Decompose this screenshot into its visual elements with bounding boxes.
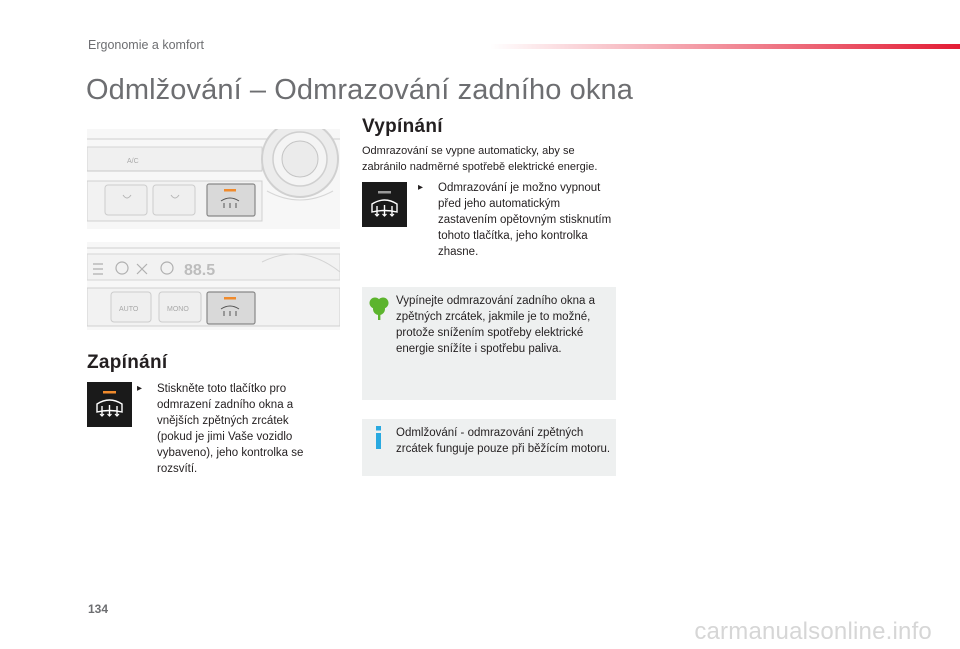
bullet-switch-off	[418, 180, 613, 260]
heading-switch-on: Zapínání	[87, 352, 168, 373]
arrow-square-bullet-icon: ▸	[418, 182, 424, 193]
display-readout: 88.5	[184, 262, 216, 279]
info-icon	[372, 426, 386, 450]
control-panel-illustration-top	[87, 129, 340, 229]
auto-button-label: AUTO	[119, 306, 139, 313]
eco-note-text: Vypínejte odmrazování zadního okna a zpětných zrcátek, jakmile je to možné, protože snížením spotřeby elektrické energie snížíte i spotřebu paliva.	[396, 295, 596, 355]
header-accent-bar	[490, 44, 960, 49]
eco-note	[362, 287, 616, 400]
rear-defrost-button-off	[362, 182, 407, 227]
rear-window-defrost-icon	[87, 382, 132, 427]
arrow-square-bullet-icon: ▸	[137, 383, 143, 394]
info-note-text: Odmlžování - odmrazování zpětných zrcátek funguje pouze při běžícím motoru.	[396, 427, 611, 455]
mono-button-label: MONO	[167, 306, 189, 313]
bullet-switch-on	[137, 381, 327, 477]
page-number: 134	[88, 602, 109, 616]
switch-off-intro: Odmrazování se vypne automaticky, aby se zabránilo nadměrné spotřebě elektrické energie.	[362, 145, 598, 173]
rear-window-defrost-off-icon	[362, 182, 407, 227]
watermark: carmanualsonline.info	[694, 618, 932, 645]
control-panel-bottom-drawing	[87, 242, 340, 330]
green-leaf-icon	[368, 295, 390, 321]
rear-defrost-button-on	[87, 382, 132, 427]
ac-label: A/C	[127, 158, 139, 165]
bullet-switch-off-text: Odmrazování je možno vypnout před jeho automatickým zastavením opětovným stisknutím tohoto tlačítka, jeho kontrolka zhasne.	[438, 182, 612, 258]
page-title: Odmlžování – Odmrazování zadního okna	[86, 74, 633, 106]
control-panel-top-drawing	[87, 129, 340, 229]
section-label: Ergonomie a komfort	[88, 38, 205, 52]
info-note	[362, 419, 616, 476]
bullet-switch-on-text: Stiskněte toto tlačítko pro odmrazení zadního okna a vnějších zpětných zrcátek (pokud je jimi Vaše vozidlo vybaveno), jeho kontrolka se rozsvítí.	[157, 383, 304, 475]
heading-switch-off: Vypínání	[362, 116, 443, 137]
control-panel-illustration-bottom	[87, 242, 340, 330]
